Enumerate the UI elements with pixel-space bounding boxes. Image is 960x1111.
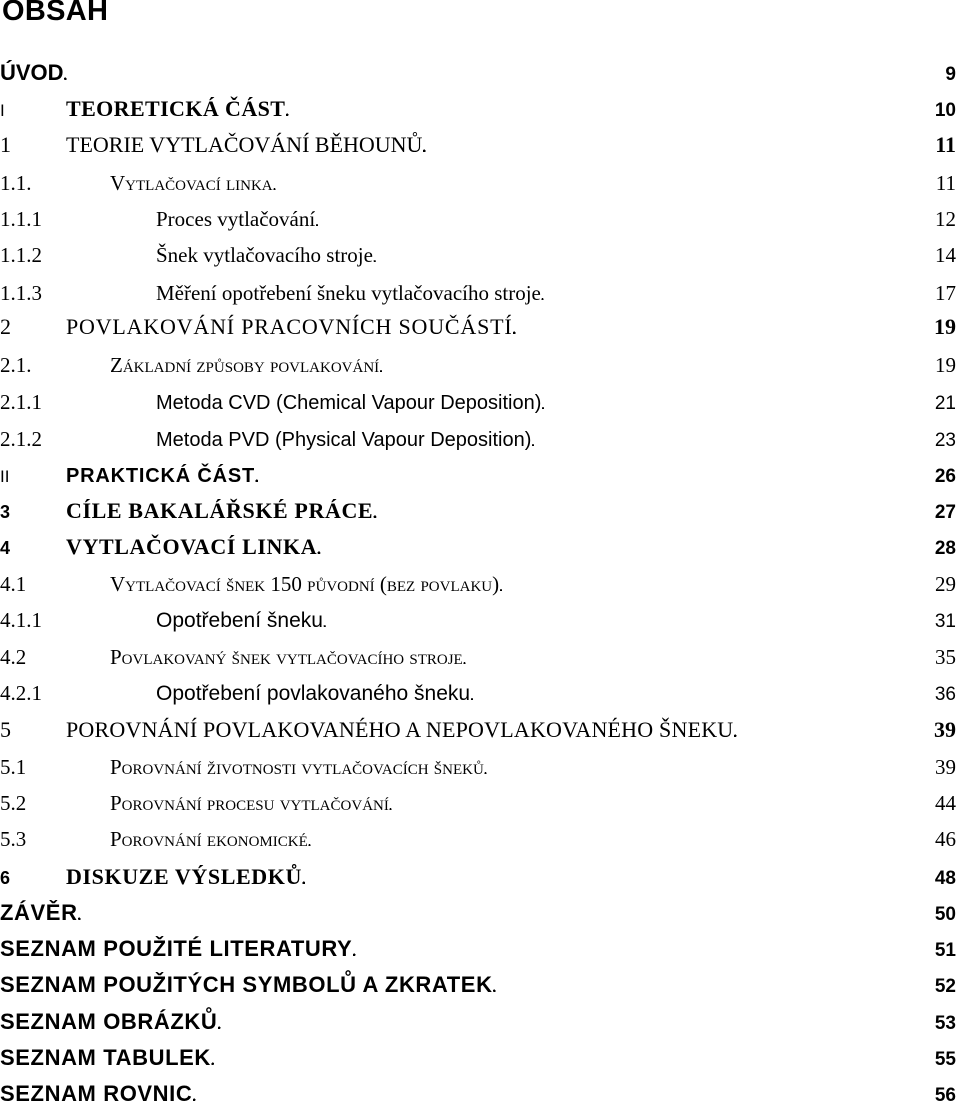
toc-entry-title: Metoda PVD (Physical Vapour Deposition): [156, 429, 532, 451]
toc-entry-number: I: [0, 101, 5, 120]
toc-entry[interactable]: [0, 206, 956, 232]
toc-entry-number: 5.1: [0, 755, 27, 779]
toc-entry[interactable]: [0, 754, 956, 780]
toc-entry-number: 2.1.2: [0, 427, 42, 451]
toc-dot-leader: [541, 280, 935, 310]
toc-page-number: 44: [935, 791, 956, 815]
toc-page-number: 11: [935, 171, 956, 195]
toc-page-number: 19: [935, 353, 956, 377]
toc-entry[interactable]: [0, 571, 956, 597]
toc-entry-title: TEORETICKÁ ČÁST: [66, 96, 286, 121]
toc-entry[interactable]: [0, 280, 956, 306]
toc-dot-leader: [379, 352, 935, 382]
toc-entry-title: SEZNAM OBRÁZKŮ: [0, 1009, 218, 1034]
toc-page-number: 39: [935, 755, 956, 779]
toc-page-number: 50: [934, 904, 956, 925]
toc-dot-leader: [64, 60, 946, 90]
toc-page-number: 53: [934, 1013, 956, 1034]
toc-dot-leader: [217, 1009, 934, 1039]
toc-entry[interactable]: [0, 242, 956, 268]
toc-dot-leader: [308, 826, 935, 856]
toc-entry-title: Proces vytlačování: [156, 207, 316, 231]
toc-page-number: 52: [934, 976, 956, 997]
toc-entry[interactable]: [0, 170, 956, 196]
toc-entry-title: SEZNAM POUŽITÝCH SYMBOLŮ A ZKRATEK: [0, 972, 493, 997]
toc-entry[interactable]: [0, 534, 956, 560]
toc-entry-number: 4.1: [0, 572, 27, 596]
toc-page-number: 26: [934, 466, 956, 487]
toc-entry-number: 4.2: [0, 645, 27, 669]
toc-dot-leader: [493, 972, 935, 1002]
toc-page-number: 36: [934, 684, 956, 705]
toc-entry-number: 4.1.1: [0, 608, 42, 632]
toc-entry[interactable]: [0, 132, 956, 158]
toc-page-number: 39: [934, 717, 956, 742]
page-title: OBSAH: [2, 0, 109, 27]
toc-entry-title: Měření opotřebení šneku vytlačovacího stroje: [156, 281, 541, 305]
toc-page-number: 46: [935, 827, 956, 851]
toc-entry[interactable]: [0, 864, 956, 890]
toc-entry[interactable]: [0, 1081, 956, 1107]
toc-dot-leader: [323, 607, 935, 637]
toc-entry-number: 1.1.2: [0, 243, 42, 267]
toc-entry[interactable]: [0, 717, 956, 743]
toc-dot-leader: [499, 571, 935, 601]
toc-dot-leader: [192, 1081, 934, 1111]
toc-entry-title: Šnek vytlačovacího stroje: [156, 243, 373, 267]
toc-entry-number: 4: [0, 538, 11, 558]
toc-entry-title: PRAKTICKÁ ČÁST: [66, 465, 255, 487]
toc-page-number: 21: [934, 393, 956, 414]
toc-dot-leader: [373, 242, 935, 272]
toc-dot-leader: [470, 680, 935, 710]
toc-entry[interactable]: [0, 790, 956, 816]
toc-entry-title: ZÁVĚR: [0, 900, 78, 925]
toc-entry-number: 5.2: [0, 791, 27, 815]
toc-entry-title: POVLAKOVÁNÍ PRACOVNÍCH SOUČÁSTÍ: [66, 314, 513, 339]
toc-entry-title: Porovnání procesu vytlačování: [110, 791, 389, 815]
toc-entry-title: Metoda CVD (Chemical Vapour Deposition): [156, 392, 542, 414]
toc-entry[interactable]: [0, 462, 956, 488]
toc-dot-leader: [513, 314, 935, 344]
toc-entry-title: ÚVOD: [0, 60, 64, 85]
toc-entry-title: Porovnání životnosti vytlačovacích šneků: [110, 755, 484, 779]
toc-page-number: 14: [935, 243, 956, 267]
toc-page-number: 19: [934, 314, 956, 339]
toc-dot-leader: [315, 206, 935, 236]
toc-entry[interactable]: [0, 314, 956, 340]
toc-entry-title: DISKUZE VÝSLEDKŮ: [66, 864, 302, 889]
toc-entry-number: 1.1.: [0, 171, 32, 195]
toc-dot-leader: [373, 498, 935, 528]
toc-page-number: 17: [935, 281, 956, 305]
toc-entry-number: 1.1.1: [0, 207, 42, 231]
toc-page-number: 9: [945, 64, 956, 85]
toc-entry[interactable]: [0, 352, 956, 378]
toc-page-number: 56: [934, 1085, 956, 1106]
toc-page-number: 31: [934, 611, 956, 632]
toc-entry[interactable]: [0, 900, 956, 926]
toc-entry-number: 6: [0, 868, 11, 888]
toc-page-number: 10: [934, 100, 956, 121]
toc-entry[interactable]: [0, 826, 956, 852]
toc-entry-title: Porovnání ekonomické: [110, 827, 308, 851]
toc-page-number: 28: [934, 538, 956, 559]
toc-entry[interactable]: [0, 1009, 956, 1035]
toc-entry-title: Povlakovaný šnek vytlačovacího stroje: [110, 645, 463, 669]
toc-entry-title: TEORIE VYTLAČOVÁNÍ BĚHOUNŮ: [66, 132, 423, 157]
toc-entry[interactable]: [0, 389, 956, 415]
toc-entry[interactable]: [0, 498, 956, 524]
toc-entry-title: SEZNAM POUŽITÉ LITERATURY: [0, 936, 353, 961]
toc-page-number: 23: [934, 430, 956, 451]
toc-entry-number: 3: [0, 502, 11, 522]
toc-entry[interactable]: [0, 607, 956, 633]
toc-dot-leader: [389, 790, 935, 820]
toc-dot-leader: [541, 389, 935, 419]
toc-entry-number: 5.3: [0, 827, 27, 851]
toc-entry-title: SEZNAM ROVNIC: [0, 1081, 193, 1106]
toc-dot-leader: [302, 864, 935, 894]
toc-dot-leader: [78, 900, 935, 930]
toc-entry[interactable]: [0, 426, 956, 452]
toc-page-number: 55: [934, 1049, 956, 1070]
toc-dot-leader: [255, 462, 935, 492]
toc-entry-number: II: [0, 467, 10, 486]
toc-entry-number: 1: [0, 132, 11, 157]
toc-page-number: 35: [935, 645, 956, 669]
toc-page-number: 12: [935, 207, 956, 231]
toc-dot-leader: [317, 534, 935, 564]
toc-entry-title: Vytlačovací šnek 150 původní (bez povlaku): [110, 572, 500, 596]
toc-entry-title: CÍLE BAKALÁŘSKÉ PRÁCE: [66, 498, 374, 523]
toc-dot-leader: [463, 644, 935, 674]
toc-entry-number: 4.2.1: [0, 681, 42, 705]
toc-entry-number: 2.1.: [0, 353, 32, 377]
toc-entry-title: VYTLAČOVACÍ LINKA: [66, 534, 318, 559]
toc-page-number: 27: [934, 502, 956, 523]
toc-entry-title: SEZNAM TABULEK: [0, 1045, 211, 1070]
toc-entry-number: 1.1.3: [0, 281, 42, 305]
toc-entry[interactable]: [0, 1045, 956, 1071]
toc-entry-title: Opotřebení povlakovaného šneku: [156, 682, 471, 705]
toc-page-number: 11: [935, 132, 956, 157]
toc-entry[interactable]: [0, 60, 956, 86]
toc-entry-title: Základní způsoby povlakování: [110, 353, 380, 377]
toc-dot-leader: [733, 717, 934, 747]
toc-page-number: 29: [935, 572, 956, 596]
toc-dot-leader: [273, 170, 936, 200]
toc-entry-title: Opotřebení šneku: [156, 609, 323, 632]
toc-entry[interactable]: [0, 680, 956, 706]
toc-dot-leader: [422, 132, 935, 162]
toc-dot-leader: [484, 754, 935, 784]
toc-dot-leader: [352, 936, 935, 966]
toc-entry[interactable]: [0, 96, 956, 122]
toc-entry-number: 2.1.1: [0, 390, 42, 414]
toc-entry[interactable]: [0, 936, 956, 962]
toc-entry-title: Vytlačovací linka: [110, 171, 273, 195]
toc-page-number: 51: [934, 940, 956, 961]
toc-entry-number: 2: [0, 314, 11, 339]
toc-dot-leader: [531, 426, 934, 456]
toc-entry[interactable]: [0, 972, 956, 998]
toc-entry-title: POROVNÁNÍ POVLAKOVANÉHO A NEPOVLAKOVANÉHO ŠNEKU: [66, 717, 734, 742]
toc-page-number: 48: [934, 868, 956, 889]
toc-dot-leader: [285, 96, 935, 126]
toc-entry-number: 5: [0, 717, 11, 742]
toc-entry[interactable]: [0, 644, 956, 670]
toc-dot-leader: [211, 1045, 935, 1075]
